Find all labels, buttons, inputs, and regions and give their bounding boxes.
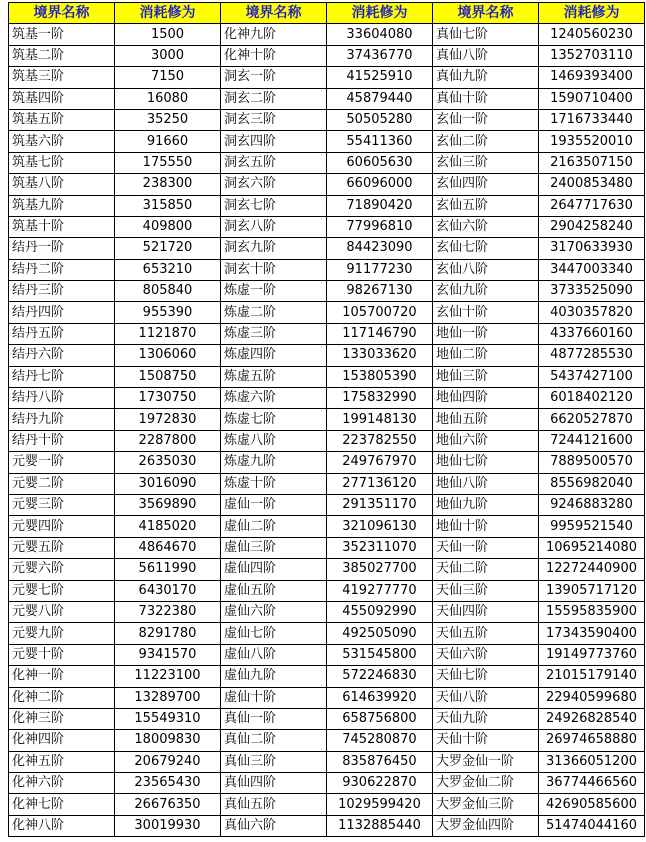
realm-name-cell: 洞玄九阶: [221, 238, 327, 259]
cost-cell: 4337660160: [539, 323, 645, 344]
table-row: [9, 388, 645, 409]
table-row: [9, 687, 645, 708]
cost-cell: 1590710400: [539, 88, 645, 109]
realm-name-cell: 结丹九阶: [9, 409, 115, 430]
cost-cell: 7322380: [115, 601, 221, 622]
table-row: [9, 302, 645, 323]
realm-name-cell: 虚仙二阶: [221, 516, 327, 537]
realm-name-cell: 元婴六阶: [9, 559, 115, 580]
realm-name-cell: 筑基三阶: [9, 67, 115, 88]
table-row: [9, 259, 645, 280]
cost-cell: 20679240: [115, 751, 221, 772]
table-row: [9, 216, 645, 237]
realm-name-cell: 真仙四阶: [221, 773, 327, 794]
cost-cell: 9959521540: [539, 516, 645, 537]
realm-name-cell: 天仙一阶: [433, 537, 539, 558]
realm-name-cell: 地仙三阶: [433, 366, 539, 387]
cost-cell: 24926828540: [539, 708, 645, 729]
cost-cell: 3016090: [115, 473, 221, 494]
cost-cell: 291351170: [327, 494, 433, 515]
cost-cell: 238300: [115, 174, 221, 195]
realm-name-cell: 元婴五阶: [9, 537, 115, 558]
cost-cell: 4877285530: [539, 345, 645, 366]
cost-cell: 30019930: [115, 815, 221, 836]
cost-cell: 1972830: [115, 409, 221, 430]
cost-cell: 1306060: [115, 345, 221, 366]
realm-name-cell: 元婴一阶: [9, 452, 115, 473]
cost-cell: 37436770: [327, 45, 433, 66]
table-row: [9, 88, 645, 109]
cost-cell: 2635030: [115, 452, 221, 473]
cost-cell: 745280870: [327, 730, 433, 751]
cost-cell: 352311070: [327, 537, 433, 558]
realm-name-cell: 地仙十阶: [433, 516, 539, 537]
table-row: [9, 773, 645, 794]
cost-cell: 51474044160: [539, 815, 645, 836]
cost-cell: 21015179140: [539, 666, 645, 687]
realm-name-cell: 真仙七阶: [433, 24, 539, 45]
cost-cell: 492505090: [327, 623, 433, 644]
realm-name-cell: 真仙五阶: [221, 794, 327, 815]
cost-cell: 7244121600: [539, 430, 645, 451]
realm-name-cell: 地仙四阶: [433, 388, 539, 409]
cost-cell: 572246830: [327, 666, 433, 687]
cost-cell: 15549310: [115, 708, 221, 729]
cost-cell: 3000: [115, 45, 221, 66]
cost-cell: 5611990: [115, 559, 221, 580]
realm-name-cell: 虚仙一阶: [221, 494, 327, 515]
realm-name-cell: 洞玄五阶: [221, 152, 327, 173]
realm-name-cell: 筑基六阶: [9, 131, 115, 152]
realm-name-cell: 玄仙三阶: [433, 152, 539, 173]
cost-cell: 1508750: [115, 366, 221, 387]
realm-name-cell: 炼虚六阶: [221, 388, 327, 409]
realm-name-cell: 虚仙三阶: [221, 537, 327, 558]
cost-cell: 12272440900: [539, 559, 645, 580]
realm-name-cell: 结丹三阶: [9, 281, 115, 302]
cost-cell: 11223100: [115, 666, 221, 687]
cost-cell: 1352703110: [539, 45, 645, 66]
table-row: [9, 67, 645, 88]
realm-name-cell: 筑基五阶: [9, 109, 115, 130]
table-row: [9, 238, 645, 259]
cost-cell: 5437427100: [539, 366, 645, 387]
realm-name-cell: 化神八阶: [9, 815, 115, 836]
realm-name-cell: 洞玄十阶: [221, 259, 327, 280]
header-row: [9, 3, 645, 24]
table-row: [9, 45, 645, 66]
cost-cell: 117146790: [327, 323, 433, 344]
realm-name-cell: 洞玄三阶: [221, 109, 327, 130]
realm-name-cell: 天仙五阶: [433, 623, 539, 644]
realm-name-cell: 结丹四阶: [9, 302, 115, 323]
table-row: [9, 195, 645, 216]
cost-cell: 455092990: [327, 601, 433, 622]
table-row: [9, 708, 645, 729]
cost-cell: 409800: [115, 216, 221, 237]
cost-cell: 614639920: [327, 687, 433, 708]
cost-cell: 321096130: [327, 516, 433, 537]
cost-cell: 16080: [115, 88, 221, 109]
realm-name-cell: 结丹八阶: [9, 388, 115, 409]
cost-cell: 955390: [115, 302, 221, 323]
cost-cell: 153805390: [327, 366, 433, 387]
realm-name-cell: 化神十阶: [221, 45, 327, 66]
cost-cell: 17343590400: [539, 623, 645, 644]
realm-name-cell: 炼虚九阶: [221, 452, 327, 473]
cost-cell: 385027700: [327, 559, 433, 580]
cost-cell: 2287800: [115, 430, 221, 451]
table-row: [9, 452, 645, 473]
cost-cell: 6430170: [115, 580, 221, 601]
realm-name-cell: 筑基七阶: [9, 152, 115, 173]
table-body: [9, 24, 645, 837]
cost-cell: 1730750: [115, 388, 221, 409]
realm-name-cell: 大罗金仙四阶: [433, 815, 539, 836]
realm-name-cell: 真仙三阶: [221, 751, 327, 772]
table-row: [9, 815, 645, 836]
table-row: [9, 537, 645, 558]
cost-cell: 35250: [115, 109, 221, 130]
realm-name-cell: 化神六阶: [9, 773, 115, 794]
realm-name-cell: 虚仙七阶: [221, 623, 327, 644]
realm-name-cell: 玄仙十阶: [433, 302, 539, 323]
cost-cell: 315850: [115, 195, 221, 216]
header-cost-1: 消耗修为: [115, 3, 221, 24]
realm-name-cell: 洞玄四阶: [221, 131, 327, 152]
table-row: [9, 174, 645, 195]
cost-cell: 653210: [115, 259, 221, 280]
cost-cell: 66096000: [327, 174, 433, 195]
realm-name-cell: 地仙七阶: [433, 452, 539, 473]
realm-name-cell: 地仙六阶: [433, 430, 539, 451]
cost-cell: 23565430: [115, 773, 221, 794]
cost-cell: 930622870: [327, 773, 433, 794]
cost-cell: 1132885440: [327, 815, 433, 836]
cost-cell: 15595835900: [539, 601, 645, 622]
realm-name-cell: 洞玄六阶: [221, 174, 327, 195]
cost-cell: 4864670: [115, 537, 221, 558]
realm-name-cell: 虚仙九阶: [221, 666, 327, 687]
realm-name-cell: 洞玄二阶: [221, 88, 327, 109]
table-row: [9, 794, 645, 815]
realm-name-cell: 天仙九阶: [433, 708, 539, 729]
realm-name-cell: 虚仙八阶: [221, 644, 327, 665]
realm-name-cell: 元婴二阶: [9, 473, 115, 494]
realm-name-cell: 地仙二阶: [433, 345, 539, 366]
cost-cell: 45879440: [327, 88, 433, 109]
realm-name-cell: 结丹二阶: [9, 259, 115, 280]
realm-name-cell: 玄仙七阶: [433, 238, 539, 259]
realm-name-cell: 大罗金仙一阶: [433, 751, 539, 772]
cost-cell: 19149773760: [539, 644, 645, 665]
realm-name-cell: 天仙十阶: [433, 730, 539, 751]
realm-name-cell: 化神二阶: [9, 687, 115, 708]
table-row: [9, 580, 645, 601]
realm-name-cell: 玄仙八阶: [433, 259, 539, 280]
table-row: [9, 601, 645, 622]
cost-cell: 31366051200: [539, 751, 645, 772]
cost-cell: 98267130: [327, 281, 433, 302]
table-row: [9, 473, 645, 494]
realm-name-cell: 元婴七阶: [9, 580, 115, 601]
cost-cell: 223782550: [327, 430, 433, 451]
realm-name-cell: 地仙八阶: [433, 473, 539, 494]
cost-cell: 105700720: [327, 302, 433, 323]
cost-cell: 1029599420: [327, 794, 433, 815]
realm-name-cell: 元婴十阶: [9, 644, 115, 665]
realm-name-cell: 地仙九阶: [433, 494, 539, 515]
cost-cell: 1240560230: [539, 24, 645, 45]
realm-name-cell: 结丹七阶: [9, 366, 115, 387]
realm-name-cell: 化神七阶: [9, 794, 115, 815]
realm-name-cell: 天仙四阶: [433, 601, 539, 622]
cost-cell: 2400853480: [539, 174, 645, 195]
cost-cell: 1935520010: [539, 131, 645, 152]
realm-name-cell: 元婴四阶: [9, 516, 115, 537]
cost-cell: 521720: [115, 238, 221, 259]
cost-cell: 22940599680: [539, 687, 645, 708]
realm-name-cell: 元婴九阶: [9, 623, 115, 644]
realm-name-cell: 天仙三阶: [433, 580, 539, 601]
realm-name-cell: 炼虚二阶: [221, 302, 327, 323]
cost-cell: 77996810: [327, 216, 433, 237]
cost-cell: 3447003340: [539, 259, 645, 280]
cost-cell: 4030357820: [539, 302, 645, 323]
cost-cell: 658756800: [327, 708, 433, 729]
realm-name-cell: 洞玄一阶: [221, 67, 327, 88]
realm-name-cell: 筑基四阶: [9, 88, 115, 109]
cost-cell: 1716733440: [539, 109, 645, 130]
cost-cell: 6018402120: [539, 388, 645, 409]
cost-cell: 199148130: [327, 409, 433, 430]
table-row: [9, 152, 645, 173]
table-row: [9, 281, 645, 302]
cost-cell: 26974658880: [539, 730, 645, 751]
cost-cell: 805840: [115, 281, 221, 302]
cost-cell: 26676350: [115, 794, 221, 815]
table-row: [9, 109, 645, 130]
realm-name-cell: 筑基二阶: [9, 45, 115, 66]
realm-name-cell: 真仙一阶: [221, 708, 327, 729]
cost-cell: 2163507150: [539, 152, 645, 173]
cost-cell: 60605630: [327, 152, 433, 173]
table-row: [9, 409, 645, 430]
realm-name-cell: 虚仙十阶: [221, 687, 327, 708]
realm-name-cell: 真仙九阶: [433, 67, 539, 88]
realm-name-cell: 真仙十阶: [433, 88, 539, 109]
cost-cell: 91177230: [327, 259, 433, 280]
cost-cell: 7889500570: [539, 452, 645, 473]
cost-cell: 3733525090: [539, 281, 645, 302]
realm-name-cell: 化神一阶: [9, 666, 115, 687]
cost-cell: 50505280: [327, 109, 433, 130]
table-row: [9, 131, 645, 152]
cost-cell: 33604080: [327, 24, 433, 45]
cost-cell: 175832990: [327, 388, 433, 409]
realm-name-cell: 地仙五阶: [433, 409, 539, 430]
table-row: [9, 345, 645, 366]
table-row: [9, 644, 645, 665]
realm-name-cell: 洞玄八阶: [221, 216, 327, 237]
realm-name-cell: 炼虚七阶: [221, 409, 327, 430]
realm-name-cell: 玄仙一阶: [433, 109, 539, 130]
table-row: [9, 666, 645, 687]
realm-name-cell: 化神五阶: [9, 751, 115, 772]
realm-name-cell: 炼虚八阶: [221, 430, 327, 451]
table-row: [9, 24, 645, 45]
cost-cell: 7150: [115, 67, 221, 88]
header-realm-name-3: 境界名称: [433, 3, 539, 24]
realm-name-cell: 结丹一阶: [9, 238, 115, 259]
cost-cell: 13289700: [115, 687, 221, 708]
cost-cell: 18009830: [115, 730, 221, 751]
table-row: [9, 730, 645, 751]
realm-name-cell: 筑基十阶: [9, 216, 115, 237]
realm-name-cell: 筑基一阶: [9, 24, 115, 45]
cost-cell: 531545800: [327, 644, 433, 665]
table-row: [9, 366, 645, 387]
realm-name-cell: 筑基八阶: [9, 174, 115, 195]
realm-name-cell: 化神三阶: [9, 708, 115, 729]
realm-name-cell: 真仙六阶: [221, 815, 327, 836]
header-cost-2: 消耗修为: [327, 3, 433, 24]
realm-name-cell: 虚仙六阶: [221, 601, 327, 622]
realm-name-cell: 玄仙五阶: [433, 195, 539, 216]
cost-cell: 249767970: [327, 452, 433, 473]
cost-cell: 8291780: [115, 623, 221, 644]
table-row: [9, 751, 645, 772]
cost-cell: 41525910: [327, 67, 433, 88]
cost-cell: 3170633930: [539, 238, 645, 259]
realm-name-cell: 真仙八阶: [433, 45, 539, 66]
realm-name-cell: 玄仙九阶: [433, 281, 539, 302]
cost-cell: 84423090: [327, 238, 433, 259]
cost-cell: 2904258240: [539, 216, 645, 237]
realm-name-cell: 元婴八阶: [9, 601, 115, 622]
header-realm-name-1: 境界名称: [9, 3, 115, 24]
cost-cell: 4185020: [115, 516, 221, 537]
cost-cell: 8556982040: [539, 473, 645, 494]
realm-name-cell: 筑基九阶: [9, 195, 115, 216]
realm-name-cell: 天仙八阶: [433, 687, 539, 708]
table-row: [9, 516, 645, 537]
cost-cell: 13905717120: [539, 580, 645, 601]
table-row: [9, 559, 645, 580]
realm-name-cell: 元婴三阶: [9, 494, 115, 515]
cost-cell: 1500: [115, 24, 221, 45]
realm-name-cell: 天仙六阶: [433, 644, 539, 665]
header-realm-name-2: 境界名称: [221, 3, 327, 24]
realm-name-cell: 大罗金仙二阶: [433, 773, 539, 794]
realm-name-cell: 玄仙六阶: [433, 216, 539, 237]
realm-name-cell: 结丹五阶: [9, 323, 115, 344]
realm-name-cell: 虚仙四阶: [221, 559, 327, 580]
cost-cell: 1469393400: [539, 67, 645, 88]
realm-name-cell: 化神四阶: [9, 730, 115, 751]
cost-cell: 277136120: [327, 473, 433, 494]
table-row: [9, 494, 645, 515]
realm-name-cell: 炼虚三阶: [221, 323, 327, 344]
cost-cell: 6620527870: [539, 409, 645, 430]
cost-cell: 2647717630: [539, 195, 645, 216]
realm-name-cell: 炼虚四阶: [221, 345, 327, 366]
table-row: [9, 623, 645, 644]
realm-name-cell: 玄仙二阶: [433, 131, 539, 152]
cost-cell: 175550: [115, 152, 221, 173]
cost-cell: 71890420: [327, 195, 433, 216]
cultivation-realm-table: [8, 2, 645, 837]
realm-name-cell: 大罗金仙三阶: [433, 794, 539, 815]
cost-cell: 55411360: [327, 131, 433, 152]
realm-name-cell: 结丹六阶: [9, 345, 115, 366]
cost-cell: 9246883280: [539, 494, 645, 515]
realm-name-cell: 炼虚十阶: [221, 473, 327, 494]
cost-cell: 133033620: [327, 345, 433, 366]
table-row: [9, 323, 645, 344]
realm-name-cell: 玄仙四阶: [433, 174, 539, 195]
realm-name-cell: 洞玄七阶: [221, 195, 327, 216]
cost-cell: 3569890: [115, 494, 221, 515]
realm-name-cell: 真仙二阶: [221, 730, 327, 751]
realm-name-cell: 结丹十阶: [9, 430, 115, 451]
table-row: [9, 430, 645, 451]
cost-cell: 91660: [115, 131, 221, 152]
realm-name-cell: 天仙二阶: [433, 559, 539, 580]
cost-cell: 419277770: [327, 580, 433, 601]
realm-name-cell: 天仙七阶: [433, 666, 539, 687]
realm-name-cell: 虚仙五阶: [221, 580, 327, 601]
cost-cell: 835876450: [327, 751, 433, 772]
cost-cell: 42690585600: [539, 794, 645, 815]
cost-cell: 36774466560: [539, 773, 645, 794]
realm-name-cell: 炼虚一阶: [221, 281, 327, 302]
cost-cell: 10695214080: [539, 537, 645, 558]
header-cost-3: 消耗修为: [539, 3, 645, 24]
realm-name-cell: 地仙一阶: [433, 323, 539, 344]
realm-name-cell: 化神九阶: [221, 24, 327, 45]
cost-cell: 1121870: [115, 323, 221, 344]
cost-cell: 9341570: [115, 644, 221, 665]
realm-name-cell: 炼虚五阶: [221, 366, 327, 387]
